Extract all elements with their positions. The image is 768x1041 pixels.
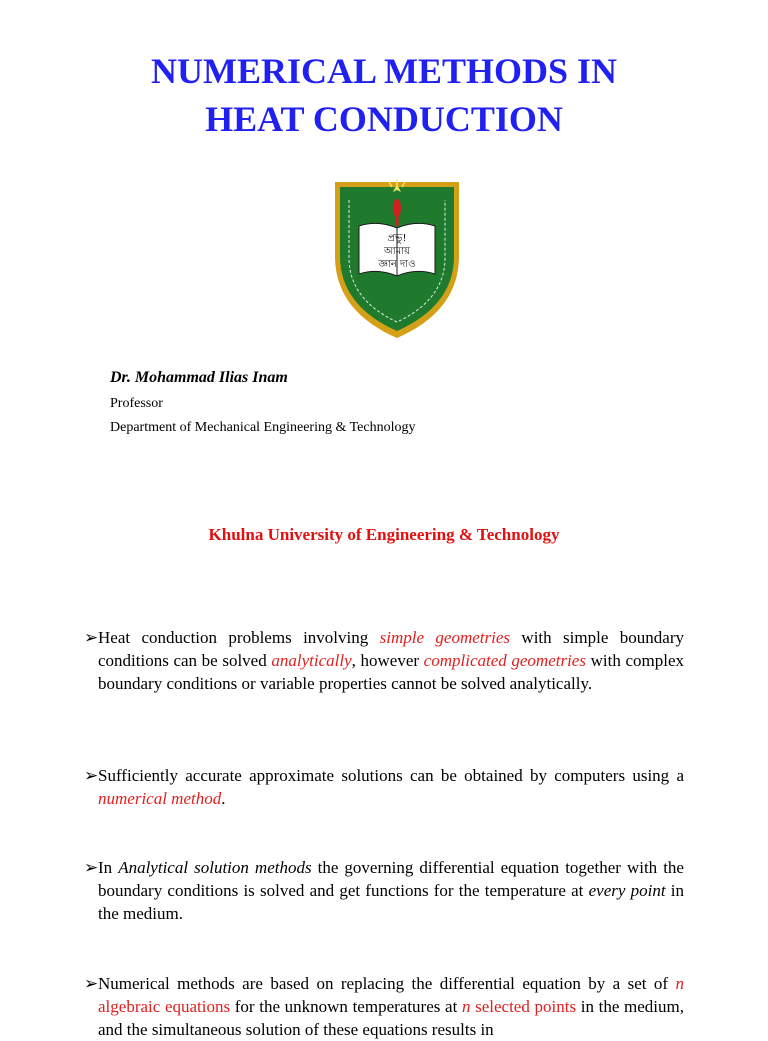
bullet-text — [84, 972, 684, 1041]
author-name: Dr. Mohammad Ilias Inam — [110, 369, 288, 386]
bullet-text-segment: simple geometries — [379, 628, 511, 647]
bullet-text-segment: n — [675, 974, 684, 993]
bullet-text-segment: selected points — [475, 997, 577, 1016]
bullet-arrow-icon: ➢ — [84, 766, 99, 785]
author-position: Professor — [110, 396, 163, 411]
bullet-text-segment: Heat conduction problems involving — [98, 628, 380, 647]
bullet-text-segment: for the unknown temperatures at — [230, 997, 462, 1016]
bullet-text — [84, 764, 684, 810]
bullet-arrow-icon: ➢ — [84, 974, 99, 993]
logo-motto-line-1: প্রভু! — [387, 233, 407, 244]
bullet-text-segment: with simple boundary conditions can be solved — [98, 628, 684, 670]
bullet-text-segment: the governing differential equation together with the boundary conditions is solved and get functions for the temperature at — [98, 858, 684, 900]
bullet-text-segment: analytically — [271, 651, 352, 670]
bullet-point-2 — [84, 764, 684, 810]
bullet-text-segment: in the medium. — [98, 881, 684, 923]
bullet-point-3 — [84, 856, 684, 925]
slide-title — [0, 47, 768, 143]
university-name: Khulna University of Engineering & Technology — [208, 525, 560, 544]
bullet-text-segment: in the medium, and the simultaneous solution of these equations results in — [98, 997, 684, 1039]
bullet-text-segment: complicated geometries — [423, 651, 586, 670]
bullet-point-1 — [84, 626, 684, 695]
bullet-text-segment: Numerical methods are based on replacing the differential equation by a set of — [98, 974, 676, 993]
bullet-text-segment: every point — [588, 881, 666, 900]
kuet-crest-logo-icon — [331, 178, 463, 341]
bullet-text-segment: Sufficiently accurate approximate solutions can be obtained by computers using a — [98, 766, 684, 785]
bullet-text-segment: Analytical solution methods — [118, 858, 312, 877]
bullet-text — [84, 626, 684, 695]
slide-title-line-2: HEAT CONDUCTION — [205, 99, 563, 139]
author-department: Department of Mechanical Engineering & Technology — [110, 420, 416, 435]
bullet-text-segment: algebraic equations — [98, 997, 231, 1016]
bullet-text-segment: . — [221, 789, 226, 808]
bullet-text-segment: numerical method — [98, 789, 222, 808]
bullet-text-segment: with complex boundary conditions or variable properties cannot be solved analytically. — [98, 651, 684, 693]
bullet-arrow-icon: ➢ — [84, 628, 99, 647]
bullet-text-segment: In — [98, 858, 119, 877]
logo-motto-line-3: জ্ঞান দাও — [378, 259, 416, 270]
logo-motto-line-2: আমায় — [383, 246, 411, 257]
bullet-text-segment: n — [461, 997, 471, 1016]
slide-title-line-1: NUMERICAL METHODS IN — [150, 51, 618, 91]
bullet-text-segment: , however — [351, 651, 424, 670]
bullet-point-4 — [84, 972, 684, 1041]
bullet-arrow-icon: ➢ — [84, 858, 99, 877]
bullet-text — [84, 856, 684, 925]
